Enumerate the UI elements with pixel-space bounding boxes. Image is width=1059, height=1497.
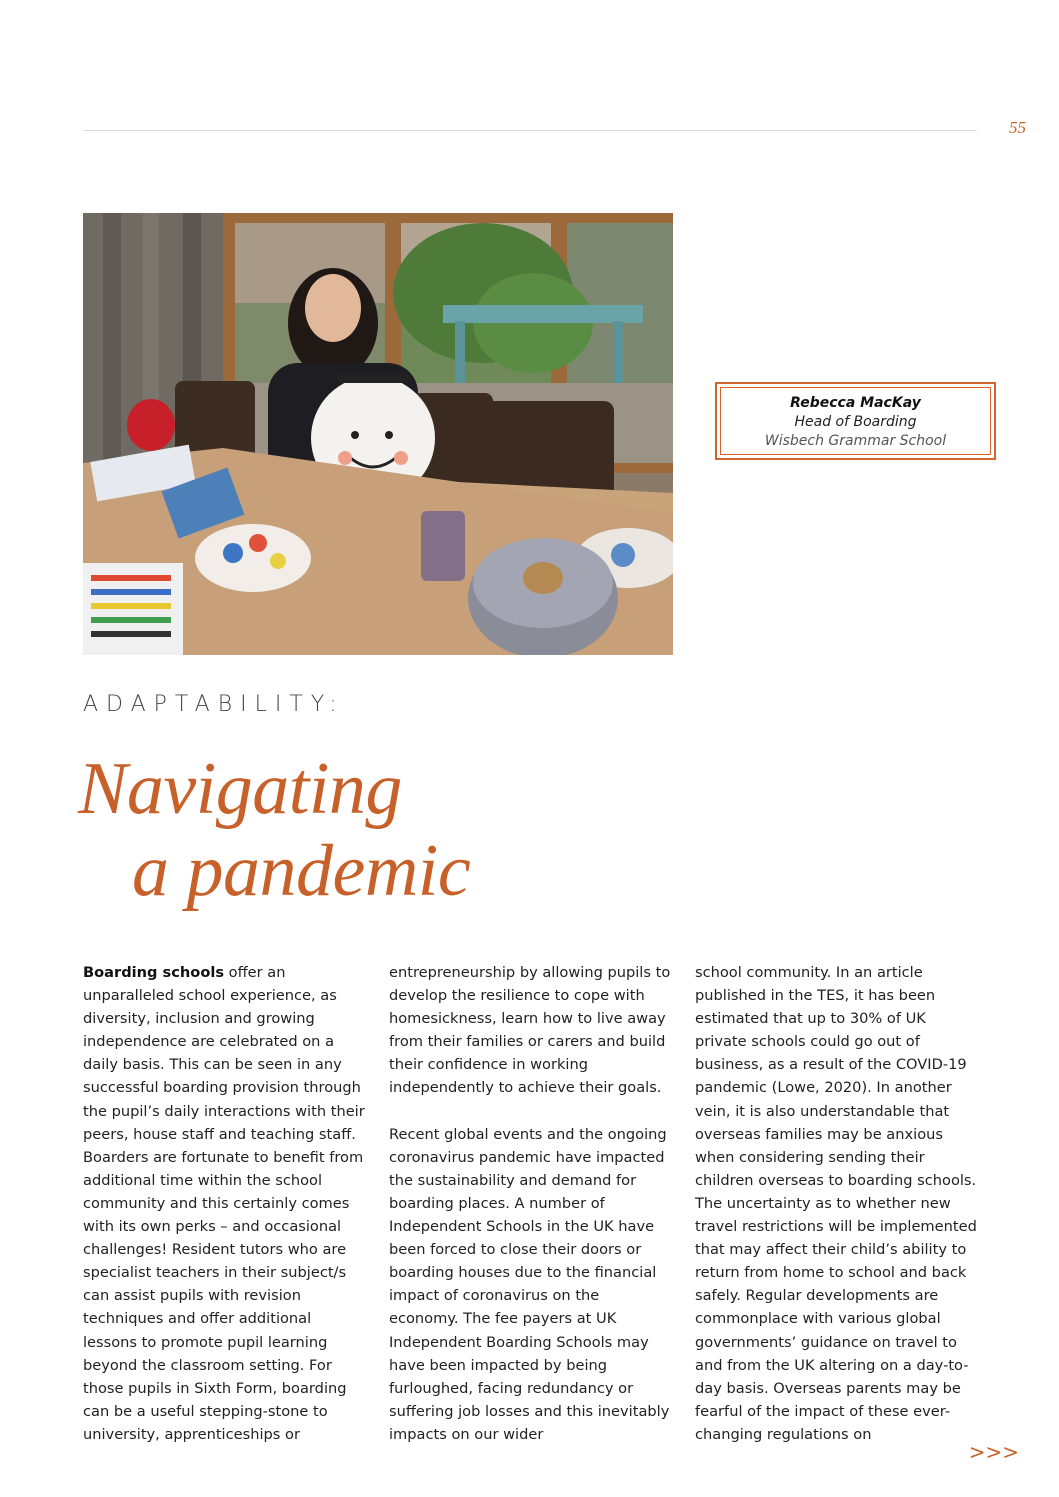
text-column-2 bbox=[389, 961, 673, 1446]
article-photo bbox=[83, 213, 673, 655]
article-title bbox=[78, 748, 470, 912]
author-school: Wisbech Grammar School bbox=[764, 433, 947, 449]
title-line-1: Navigating bbox=[78, 748, 402, 830]
article-kicker: ADAPTABILITY: bbox=[83, 692, 345, 717]
photo-illustration bbox=[83, 213, 673, 655]
column-1-paragraph bbox=[83, 961, 367, 1446]
author-role: Head of Boarding bbox=[794, 414, 917, 430]
page-number: 55 bbox=[1009, 118, 1026, 137]
text-column-1 bbox=[83, 961, 367, 1446]
header-rule bbox=[83, 130, 977, 131]
title-line-2: a pandemic bbox=[132, 830, 471, 912]
column-3-paragraph: school community. In an article published in the TES, it has been estimated that up to 30% of UK private schools could go out of business, as a result of the COVID-19 pandemic (Lowe, 2020). In another vein, it is also understandable that overseas families may be anxious when considering sending their children overseas to boarding schools. The uncertainty as to whether new travel restrictions will be implemented that may affect their child’s ability to return from home to school and back safely. Regular developments are commonplace with various global governments’ guidance on travel to and from the UK altering on a day-to-day basis. Overseas parents may be fearful of the impact of these ever-changing regulations on bbox=[695, 964, 977, 1443]
author-name: Rebecca MacKay bbox=[790, 395, 921, 411]
column-2-paragraph-2: Recent global events and the ongoing coronavirus pandemic have impacted the sustainability and demand for boarding places. A number of Independent Schools in the UK have been forced to close their doors or boarding houses due to the financial impact of coronavirus on the economy. The fee payers at UK Independent Boarding Schools may have been impacted by being furloughed, facing redundancy or suffering job losses and this inevitably impacts on our wider bbox=[389, 1125, 670, 1443]
lead-in: Boarding schools bbox=[83, 964, 225, 981]
column-1-paragraph-text: offer an unparalleled school experience, as diversity, inclusion and growing independence are celebrated on a daily basis. This can be seen in any successful boarding provision through the pupil’s daily interactions with their peers, house staff and teaching staff. Boarders are fortunate to benefit from additional time within the school community and this certainly comes with its own perks – and occasional challenges! Resident tutors who are specialist teachers in their subject/s can assist pupils with revision techniques and offer additional lessons to promote pupil learning beyond the classroom setting. For those pupils in Sixth Form, boarding can be a useful stepping-stone to university, apprenticeships or bbox=[83, 964, 365, 1443]
author-credit-box bbox=[715, 382, 996, 460]
text-column-3 bbox=[695, 961, 979, 1446]
column-2-paragraph-1: entrepreneurship by allowing pupils to develop the resilience to cope with homesickness, learn how to live away from their families or carers and build their confidence in working independently to achieve their goals. bbox=[389, 964, 671, 1097]
next-page-indicator[interactable]: >>> bbox=[968, 1440, 1019, 1464]
author-credit-inner bbox=[720, 387, 991, 455]
